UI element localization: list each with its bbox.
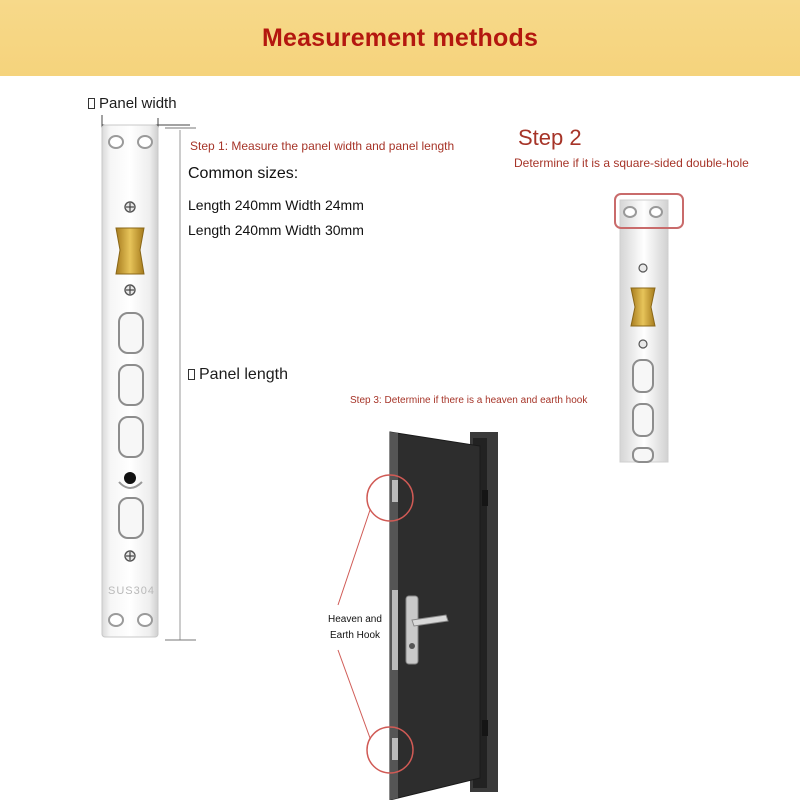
panel-engraving: SUS304: [108, 585, 155, 597]
step2-description: Determine if it is a square-sided double-hole: [514, 156, 749, 170]
size-option-2: Length 240mm Width 30mm: [188, 222, 364, 238]
callout-line1: Heaven and: [328, 614, 382, 625]
door-slab: [390, 432, 480, 800]
panel-width-text: Panel width: [99, 95, 177, 112]
size-option-1: Length 240mm Width 24mm: [188, 197, 364, 213]
door-illustration: [320, 420, 540, 800]
step2-panel-illustration: [605, 192, 695, 462]
marker-icon: [88, 98, 95, 109]
header-banner: [0, 0, 800, 76]
step3-title: Step 3: Determine if there is a heaven and earth hook: [350, 395, 588, 406]
common-sizes-heading: Common sizes:: [188, 165, 299, 182]
marker-icon: [188, 369, 195, 380]
step1-title: Step 1: Measure the panel width and panel length: [190, 139, 455, 153]
panel-length-text: Panel length: [199, 366, 288, 383]
panel-length-label: [188, 366, 288, 384]
page-title: Measurement methods: [261, 24, 539, 52]
latch-bolt: [116, 228, 144, 274]
callout-line2: Earth Hook: [330, 630, 381, 641]
step2-title: Step 2: [518, 125, 582, 150]
